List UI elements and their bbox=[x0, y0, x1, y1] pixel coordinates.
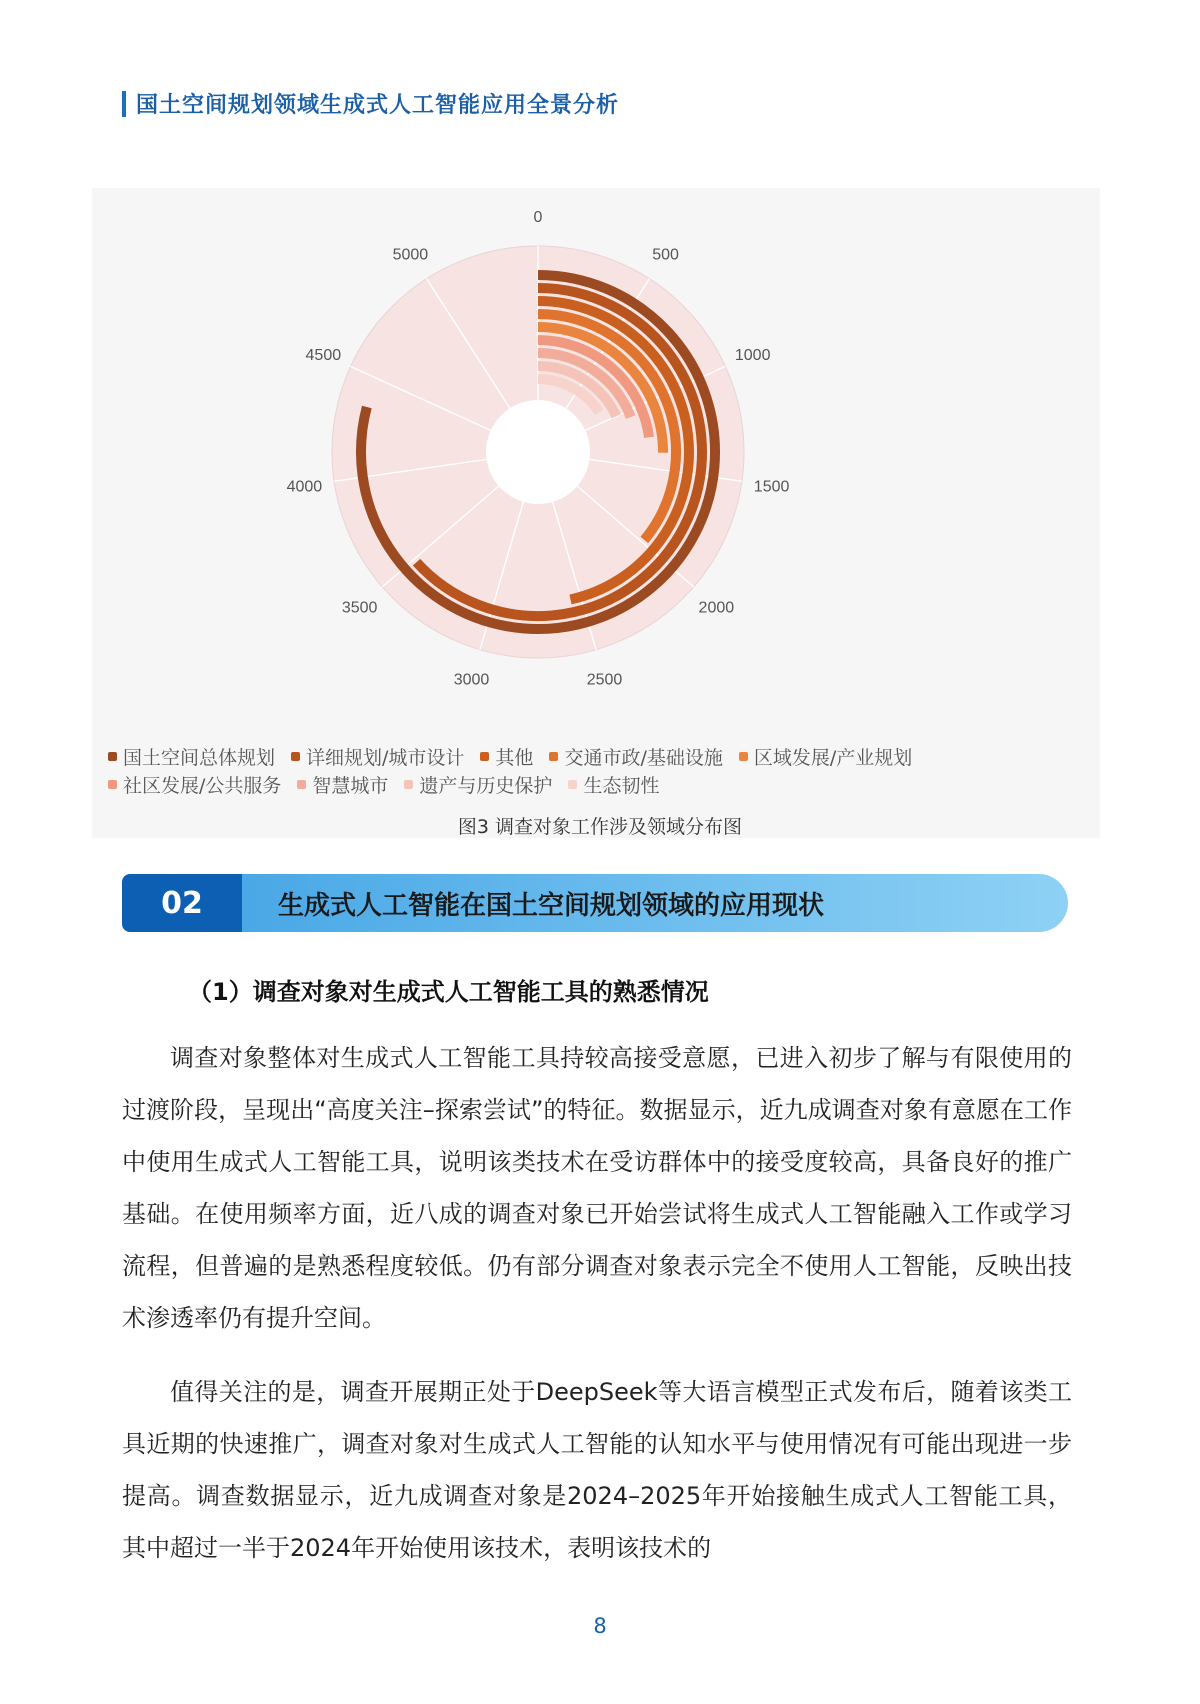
legend-swatch bbox=[404, 780, 413, 789]
legend-item bbox=[480, 743, 533, 770]
legend-swatch bbox=[291, 752, 300, 761]
legend-row bbox=[108, 770, 1108, 798]
axis-tick-label: 3500 bbox=[341, 599, 378, 617]
paragraph-1: 调查对象整体对生成式人工智能工具持较高接受意愿，已进入初步了解与有限使用的过渡阶段，呈现出“高度关注–探索尝试”的特征。数据显示，近九成调查对象有意愿在工作中使用生成式人工智能工具，说明该类技术在受访群体中的接受度较高，具备良好的推广基础。在使用频率方面，近八成的调查对象已开始尝试将生成式人工智能融入工作或学习流程，但普遍的是熟悉程度较低。仍有部分调查对象表示完全不使用人工智能，反映出技术渗透率仍有提升空间。 bbox=[122, 1044, 1072, 1332]
legend-item bbox=[568, 771, 659, 798]
axis-tick-label: 1500 bbox=[753, 478, 790, 496]
legend-label: 其他 bbox=[495, 746, 534, 769]
legend-label: 社区发展/公共服务 bbox=[123, 774, 282, 797]
legend-item bbox=[739, 743, 912, 770]
legend-item bbox=[108, 743, 275, 770]
axis-tick-label: 2000 bbox=[698, 599, 735, 617]
axis-tick-label: 500 bbox=[652, 246, 679, 264]
legend-swatch bbox=[480, 752, 489, 761]
header-accent-bar bbox=[122, 91, 126, 117]
legend-label: 交通市政/基础设施 bbox=[564, 746, 723, 769]
legend-swatch bbox=[108, 752, 117, 761]
legend-label: 生态韧性 bbox=[583, 774, 660, 797]
legend-label: 遗产与历史保护 bbox=[419, 774, 553, 797]
axis-tick-label: 3000 bbox=[453, 671, 490, 689]
legend-swatch bbox=[739, 752, 748, 761]
legend-label: 国土空间总体规划 bbox=[123, 746, 276, 769]
legend-label: 详细规划/城市设计 bbox=[306, 746, 465, 769]
header-title: 国土空间规划领域生成式人工智能应用全景分析 bbox=[136, 93, 620, 118]
legend-swatch bbox=[568, 780, 577, 789]
legend-label: 智慧城市 bbox=[312, 774, 389, 797]
legend-item bbox=[108, 771, 281, 798]
legend-item bbox=[404, 771, 552, 798]
axis-tick-label: 0 bbox=[533, 209, 543, 226]
axis-tick-label: 1000 bbox=[734, 346, 771, 364]
radial-bar-chart bbox=[92, 188, 1100, 748]
legend-swatch bbox=[297, 780, 306, 789]
legend-swatch bbox=[549, 752, 558, 761]
legend-item bbox=[549, 743, 722, 770]
chart-panel bbox=[92, 188, 1100, 838]
legend-swatch bbox=[108, 780, 117, 789]
axis-tick-label: 5000 bbox=[392, 246, 429, 264]
page-header bbox=[122, 88, 619, 119]
legend-item bbox=[291, 743, 464, 770]
legend-item bbox=[297, 771, 388, 798]
axis-tick-label: 4500 bbox=[305, 346, 342, 364]
section-title: 生成式人工智能在国土空间规划领域的应用现状 bbox=[242, 874, 1068, 932]
page-number: 8 bbox=[593, 1614, 607, 1638]
section-number: 02 bbox=[122, 874, 242, 932]
legend-label: 区域发展/产业规划 bbox=[753, 746, 913, 769]
axis-tick-label: 4000 bbox=[286, 478, 323, 496]
axis-tick-label: 2500 bbox=[586, 671, 623, 689]
chart-legend bbox=[108, 742, 1108, 798]
subsection-title: （1）调查对象对生成式人工智能工具的熟悉情况 bbox=[188, 978, 709, 1006]
paragraph-2: 值得关注的是，调查开展期正处于DeepSeek等大语言模型正式发布后，随着该类工具近期的快速推广，调查对象对生成式人工智能的认知水平与使用情况有可能出现进一步提高。调查数据显示，近九成调查对象是2024–2025年开始接触生成式人工智能工具，其中超过一半于2024年开始使用该技术，表明该技术的 bbox=[122, 1378, 1072, 1562]
chart-center bbox=[486, 400, 590, 504]
chart-caption: 图3 调查对象工作涉及领域分布图 bbox=[457, 816, 743, 838]
section-banner bbox=[122, 874, 1068, 932]
legend-row bbox=[108, 742, 1108, 770]
